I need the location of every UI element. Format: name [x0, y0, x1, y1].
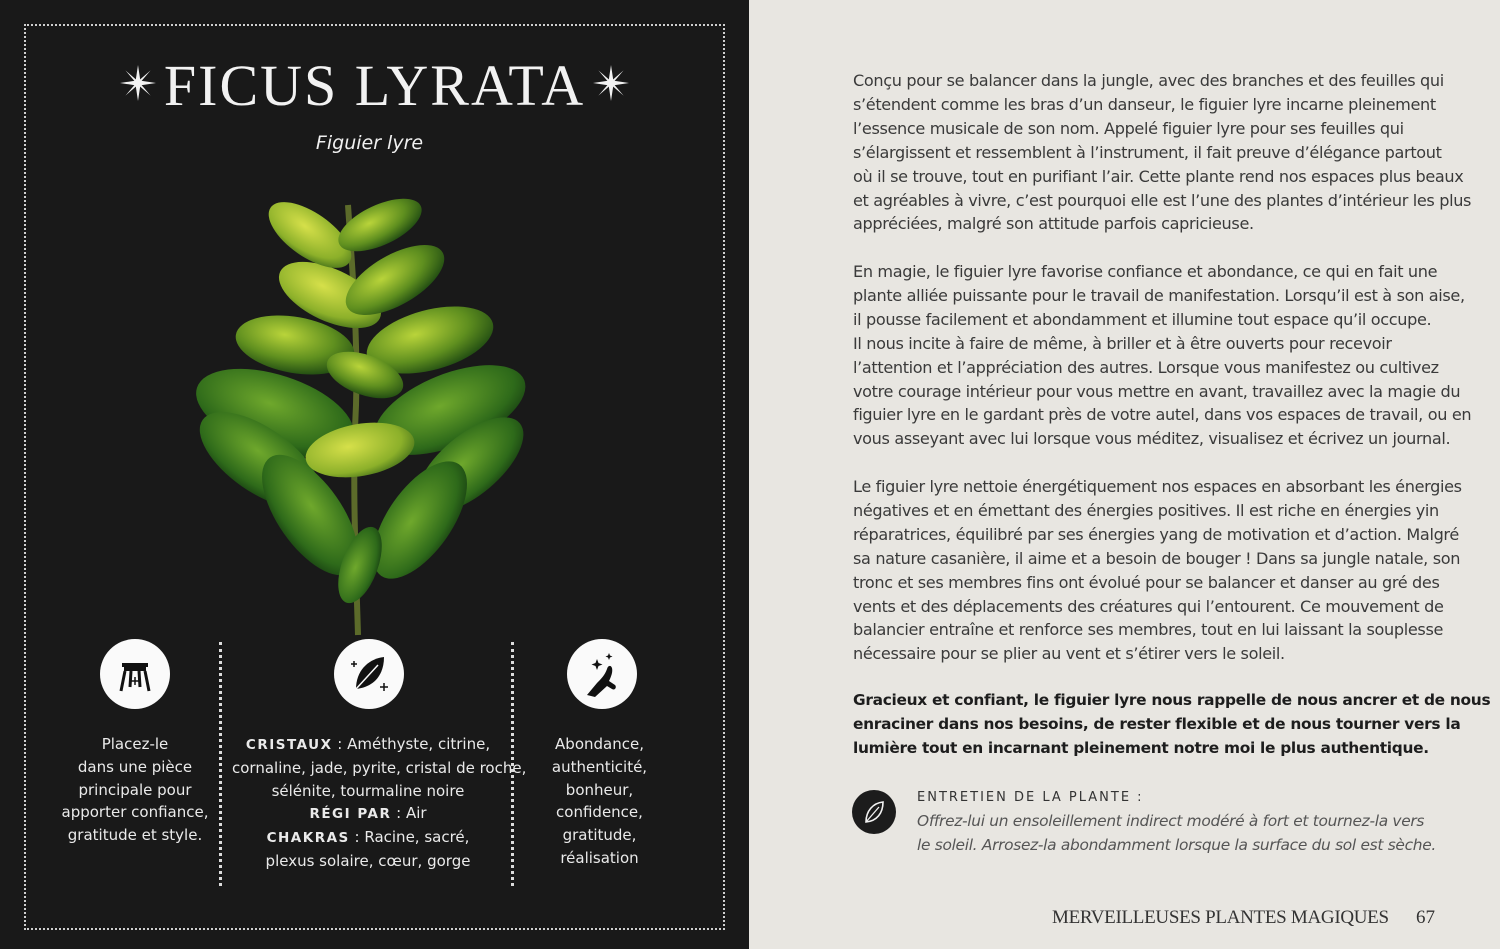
text-line: balancier entraîne et renforce ses membres, tout en lui laissant la souplesse [853, 620, 1444, 640]
text-line: En magie, le figuier lyre favorise confiance et abondance, ce qui en fait une [853, 262, 1438, 281]
left-page [0, 0, 749, 949]
care-badge [852, 790, 896, 834]
intention-line: gratitude, [562, 826, 637, 845]
paragraph-magic [853, 260, 1472, 451]
column-divider [219, 642, 222, 886]
text-line: Il nous incite à faire de même, à briller et à être ouverts pour recevoir [853, 333, 1392, 353]
chakras-value: Racine, sacré, [364, 828, 470, 847]
ruled-by-label: RÉGI PAR [309, 806, 392, 823]
correspondences-badge [334, 639, 404, 709]
text-line: et agréables à vivre, c’est pourquoi elle est l’une des plantes d’intérieur les plus [853, 190, 1472, 210]
leaf-icon [852, 790, 896, 834]
paragraph-summary [853, 689, 1491, 761]
chakras-label: CHAKRAS [266, 830, 350, 847]
text-line: sa nature casanière, il aime et a besoin de bouger ! Dans sa jungle natale, son [853, 548, 1461, 568]
paragraph-intro [853, 69, 1472, 236]
placement-badge [100, 639, 170, 709]
text-line: réparatrices, équilibré par ses énergies yang de motivation et d’action. Malgré [853, 524, 1459, 544]
care-label: ENTRETIEN DE LA PLANTE : [917, 790, 1144, 805]
text-line: Gracieux et confiant, le figuier lyre nous rappelle de nous ancrer et de nous [853, 691, 1491, 709]
placement-line: principale pour [78, 780, 192, 799]
text-line: l’attention et l’appréciation des autres. Lorsque vous manifestez ou cultivez [853, 357, 1439, 377]
sparkle-icon [120, 65, 156, 101]
intention-line: réalisation [560, 848, 639, 867]
crystals-value: cornaline, jade, pyrite, cristal de roche, [232, 758, 527, 777]
text-line: s’étendent comme les bras d’un danseur, le figuier lyre incarne pleinement [853, 94, 1436, 114]
placement-line: apporter confiance, [61, 803, 209, 822]
stool-icon [100, 639, 170, 709]
text-line: s’élargissent et ressemblent à l’instrument, il fait preuve d’élégance partout [853, 142, 1442, 162]
title-text: FICUS LYRATA [163, 53, 586, 118]
text-line: lumière tout en incarnant pleinement notre moi le plus authentique. [853, 738, 1429, 757]
text-line: plante alliée puissante pour le travail de manifestation. Lorsqu’il est à son aise, [853, 285, 1465, 305]
intention-line: authenticité, [551, 757, 648, 776]
text-line: Conçu pour se balancer dans la jungle, avec des branches et des feuilles qui [853, 71, 1444, 90]
intention-line: bonheur, [565, 780, 634, 799]
correspondences-text: CRISTAUX : Améthyste, citrine, cornaline, jade, pyrite, cristal de roche, sélénite, tourmaline noire RÉGI PAR : Air CHAKRAS : Racine, sacré, plexus solaire, cœur, gorge [232, 733, 504, 873]
text-line: Le figuier lyre nettoie énergétiquement nos espaces en absorbant les énergies [853, 477, 1462, 496]
plant-common-name: Figuier lyre [315, 132, 424, 154]
intention-line: Abondance, [555, 735, 644, 753]
text-line: il pousse facilement et abondamment et illumine tout espace qu’il occupe. [853, 309, 1432, 329]
page-title [0, 52, 749, 119]
placement-text [60, 733, 210, 847]
leaf-icon [334, 639, 404, 709]
placement-line: dans une pièce [77, 757, 193, 776]
text-line: vous asseyant avec lui lorsque vous méditez, visualisez et écrivez un journal. [853, 429, 1451, 449]
running-footer: MERVEILLEUSES PLANTES MAGIQUES [1052, 907, 1389, 928]
text-line: enraciner dans nos besoins, de rester flexible et de nous tourner vers la [853, 714, 1461, 733]
text-line: nécessaire pour se plier au vent et s’étirer vers le soleil. [853, 644, 1285, 664]
text-line: Offrez-lui un ensoleillement indirect modéré à fort et tournez-la vers [917, 812, 1425, 830]
hand-sparkle-icon [567, 639, 637, 709]
intention-line: confidence, [556, 803, 643, 822]
crystals-value: sélénite, tourmaline noire [271, 781, 465, 800]
intentions-text [527, 733, 672, 870]
text-line: où il se trouve, tout en purifiant l’air. Cette plante rend nos espaces plus beaux [853, 166, 1464, 186]
paragraph-energy [853, 475, 1462, 666]
text-line: vents et des déplacements des créatures qui l’entourent. Ce mouvement de [853, 596, 1444, 616]
intentions-badge [567, 639, 637, 709]
text-line: l’essence musicale de son nom. Appelé figuier lyre pour ses feuilles qui [853, 118, 1404, 138]
sparkle-icon [593, 65, 629, 101]
text-line: négatives et en émettant des énergies positives. Il est riche en énergies yin [853, 500, 1439, 520]
text-line: tronc et ses membres fins ont évolué pour se balancer et danser au gré des [853, 572, 1440, 592]
text-line: votre courage intérieur pour vous mettre en avant, travaillez avec la magie du [853, 381, 1461, 401]
text-line: figuier lyre en le gardant près de votre autel, dans vos espaces de travail, ou en [853, 405, 1472, 425]
ruled-by-value: Air [405, 804, 427, 823]
placement-line: Placez-le [101, 735, 169, 753]
care-instructions [917, 809, 1436, 857]
fiddle-leaf-fig-illustration [180, 185, 550, 645]
page-number: 67 [1416, 907, 1435, 928]
crystals-value: Améthyste, citrine, [347, 735, 491, 753]
placement-line: gratitude et style. [67, 826, 203, 845]
text-line: appréciées, malgré son attitude parfois capricieuse. [853, 214, 1254, 234]
crystals-label: CRISTAUX [245, 737, 333, 753]
chakras-value: plexus solaire, cœur, gorge [265, 851, 471, 870]
text-line: le soleil. Arrosez-la abondamment lorsque la surface du sol est sèche. [917, 836, 1436, 854]
